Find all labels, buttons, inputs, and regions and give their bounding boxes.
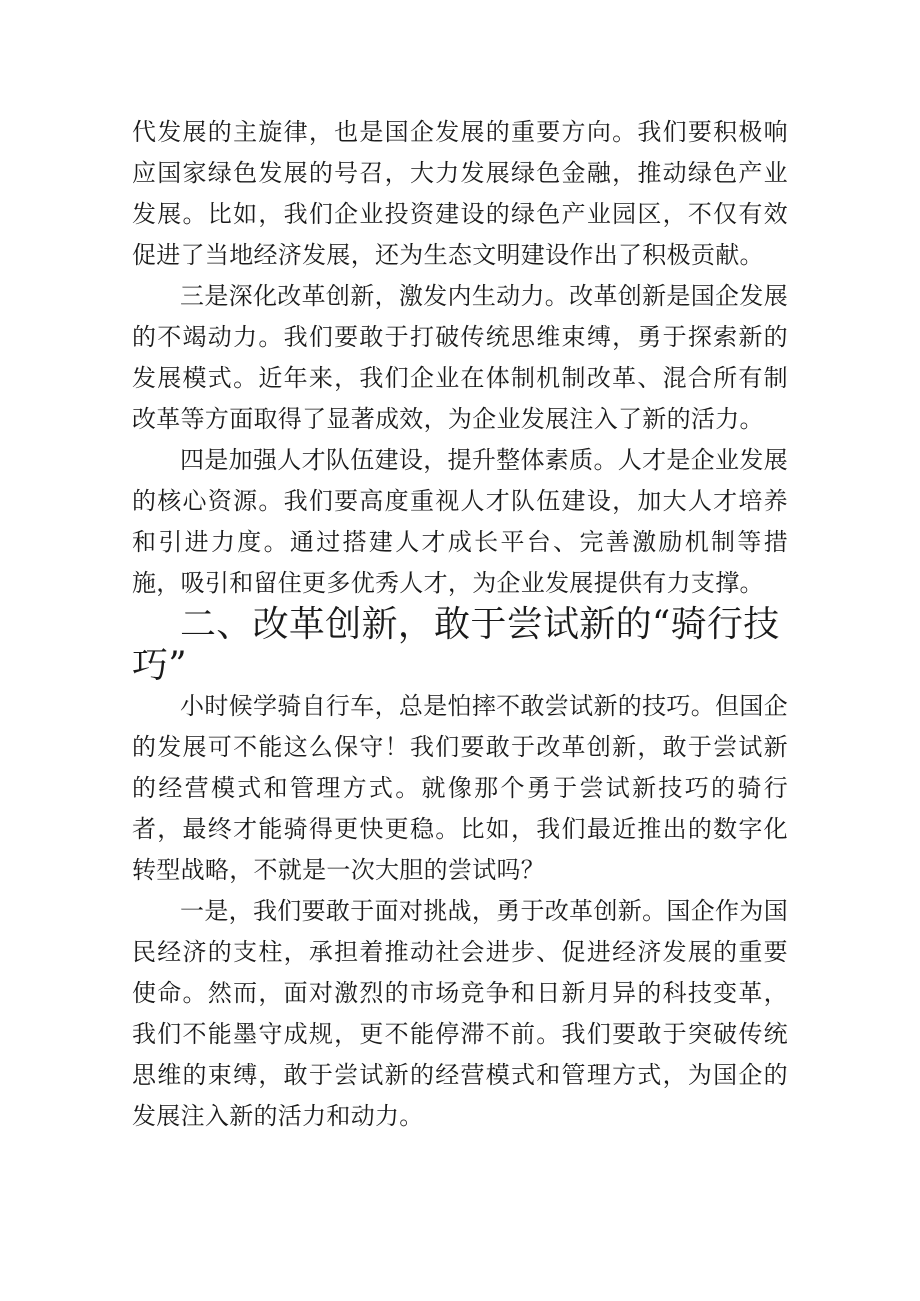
- document-body: [132, 112, 788, 1137]
- paragraph-talent-building: 四是加强人才队伍建设，提升整体素质。人才是企业发展的核心资源。我们要高度重视人才队伍建设，加大人才培养和引进力度。通过搭建人才成长平台、完善激励机制等措施，吸引和留住更多优秀人才，为企业发展提供有力支撑。: [132, 446, 788, 597]
- section-heading-two: 二、改革创新，敢于尝试新的“骑行技巧”: [132, 604, 780, 686]
- paragraph-reform-innovation: 三是深化改革创新，激发内生动力。改革创新是国企发展的不竭动力。我们要敢于打破传统思维束缚，勇于探索新的发展模式。近年来，我们企业在体制机制改革、混合所有制改革等方面取得了显著成效，为企业发展注入了新的活力。: [132, 282, 788, 433]
- paragraph-face-challenges: 一是，我们要敢于面对挑战，勇于改革创新。国企作为国民经济的支柱，承担着推动社会进步、促进经济发展的重要使命。然而，面对激烈的市场竞争和日新月异的科技变革，我们不能墨守成规，更不能停滞不前。我们要敢于突破传统思维的束缚，敢于尝试新的经营模式和管理方式，为国企的发展注入新的活力和动力。: [132, 897, 788, 1130]
- paragraph-green-development: 代发展的主旋律，也是国企发展的重要方向。我们要积极响应国家绿色发展的号召，大力发展绿色金融，推动绿色产业发展。比如，我们企业投资建设的绿色产业园区，不仅有效促进了当地经济发展，还为生态文明建设作出了积极贡献。: [132, 118, 788, 269]
- paragraph-cycling-analogy: 小时候学骑自行车，总是怕摔不敢尝试新的技巧。但国企的发展可不能这么保守！我们要敢于改革创新，敢于尝试新的经营模式和管理方式。就像那个勇于尝试新技巧的骑行者，最终才能骑得更快更稳。比如，我们最近推出的数字化转型战略，不就是一次大胆的尝试吗？: [132, 692, 788, 884]
